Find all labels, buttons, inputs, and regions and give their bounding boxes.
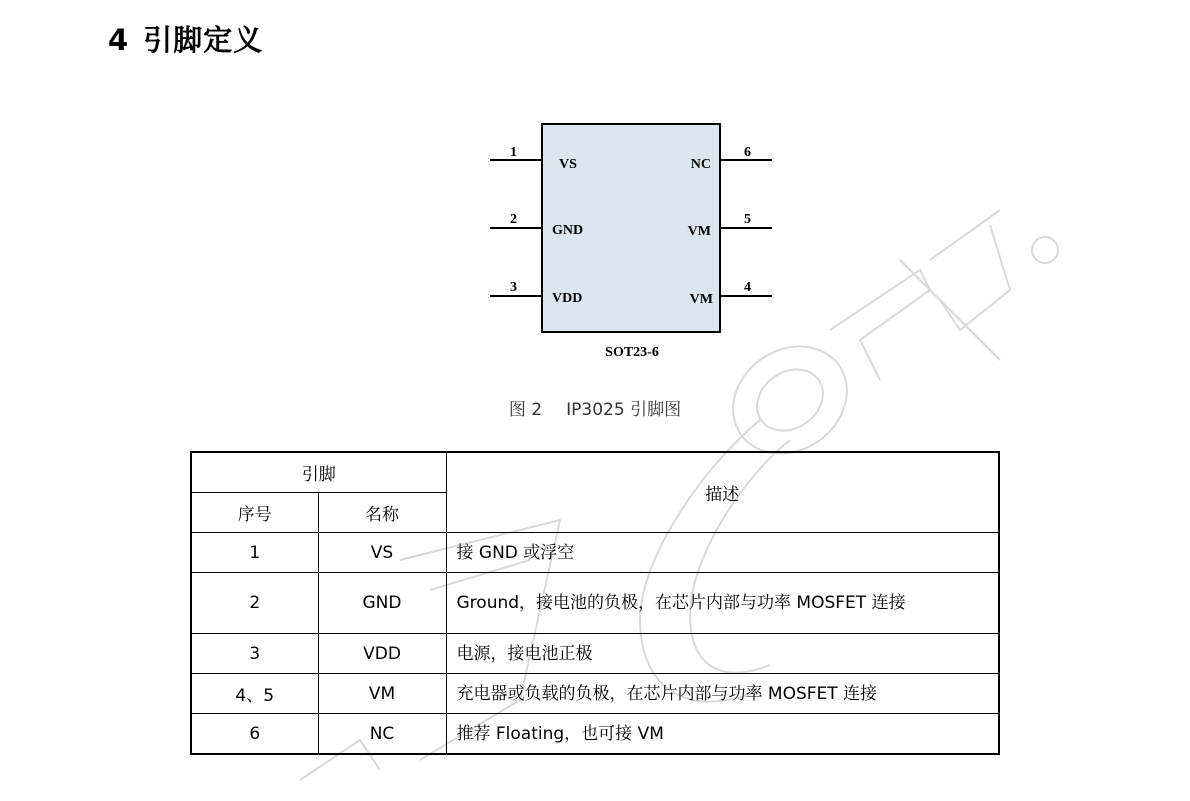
cell-number: 3 [191, 634, 318, 674]
pin-name-1: VS [559, 157, 577, 172]
cell-number: 6 [191, 714, 318, 755]
pin-number-4: 4 [744, 280, 751, 295]
figure-caption [0, 395, 1190, 420]
cell-description: 接 GND 或浮空 [446, 533, 999, 573]
package-label: SOT23-6 [605, 345, 659, 360]
header-name: 名称 [318, 493, 446, 533]
pin-name-3: VDD [552, 291, 583, 306]
pin-number-2: 2 [510, 212, 517, 227]
figure-text: IP3025 引脚图 [566, 400, 682, 420]
pin-name-5: VM [687, 224, 711, 239]
cell-description: 电源，接电池正极 [446, 634, 999, 674]
header-number: 序号 [191, 493, 318, 533]
cell-description: Ground，接电池的负极，在芯片内部与功率 MOSFET 连接 [446, 573, 999, 634]
pin-name-2: GND [552, 223, 584, 238]
pin-name-6: NC [690, 157, 711, 172]
section-number: 4 [108, 23, 130, 57]
pin-number-5: 5 [744, 212, 751, 227]
pin-diagram [470, 110, 790, 370]
pin-number-1: 1 [510, 145, 517, 160]
pin-table [190, 451, 1000, 755]
pin-number-6: 6 [744, 145, 751, 160]
cell-number: 4、5 [191, 674, 318, 714]
figure-label: 图 2 [508, 400, 543, 420]
cell-description: 推荐 Floating，也可接 VM [446, 714, 999, 755]
cell-name: VM [318, 674, 446, 714]
section-title: 引脚定义 [143, 23, 264, 57]
table-row [191, 674, 999, 714]
watermark-dot [1032, 237, 1058, 263]
cell-name: VS [318, 533, 446, 573]
header-pin-group: 引脚 [191, 452, 446, 493]
table-header-row [191, 452, 999, 493]
cell-description: 充电器或负载的负极，在芯片内部与功率 MOSFET 连接 [446, 674, 999, 714]
table-row [191, 573, 999, 634]
cell-name: GND [318, 573, 446, 634]
table-row [191, 714, 999, 755]
section-heading [108, 18, 263, 59]
cell-number: 1 [191, 533, 318, 573]
header-description: 描述 [446, 452, 999, 533]
cell-number: 2 [191, 573, 318, 634]
pin-name-4: VM [689, 292, 713, 307]
cell-name: NC [318, 714, 446, 755]
table-row [191, 533, 999, 573]
pin-number-3: 3 [510, 280, 517, 295]
table-row [191, 634, 999, 674]
cell-name: VDD [318, 634, 446, 674]
